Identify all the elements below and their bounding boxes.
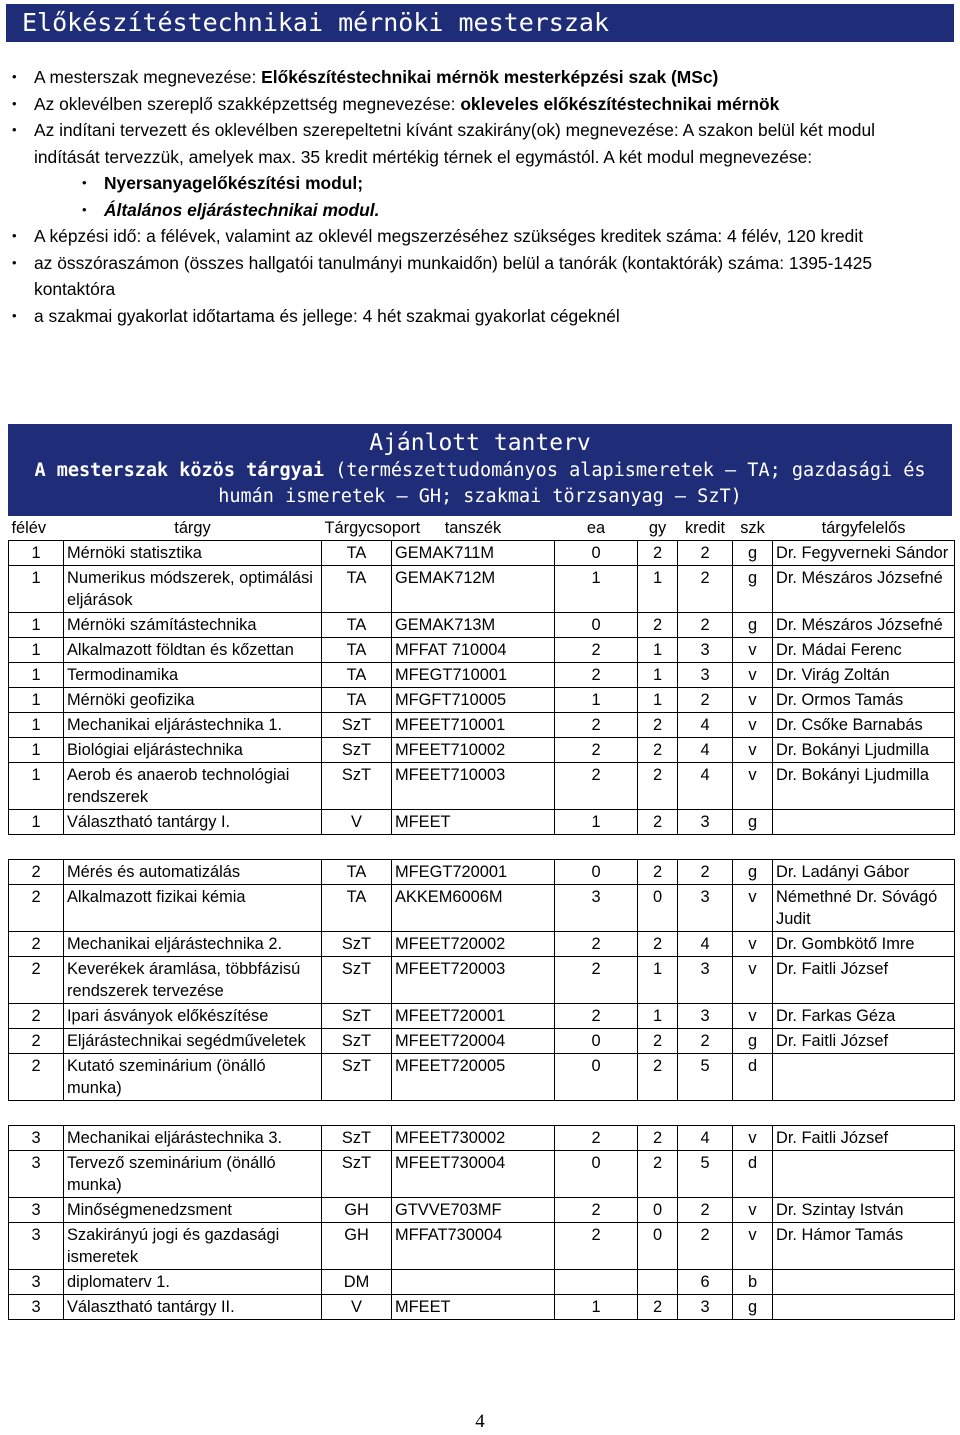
cell-semester: 1 (9, 613, 64, 638)
bullet-text: A képzési idő: a félévek, valamint az oklevél megszerzéséhez szükséges kreditek száma: 4 félév, 120 kredit (34, 226, 864, 246)
header-group: Tárgycsoport (324, 519, 421, 537)
cell-exam-type: d (733, 1151, 773, 1198)
subtitle-bold: A mesterszak közös tárgyai (34, 460, 325, 481)
cell-responsible: Dr. Ormos Tamás (773, 688, 955, 713)
table-row (9, 541, 955, 566)
cell-practice-hours: 1 (638, 688, 678, 713)
cell-semester: 1 (9, 541, 64, 566)
cell-practice-hours: 1 (638, 1004, 678, 1029)
separator-cell (9, 1101, 955, 1126)
cell-semester: 1 (9, 638, 64, 663)
cell-practice-hours: 1 (638, 663, 678, 688)
cell-practice-hours: 2 (638, 713, 678, 738)
subtitle-rest: (természettudományos alapismeretek – TA; gazdasági és humán ismeretek – GH; szakmai törzsanyag – SzT) (218, 460, 926, 507)
cell-semester: 2 (9, 957, 64, 1004)
cell-subject: Mechanikai eljárástechnika 1. (64, 713, 322, 738)
table-row (9, 1126, 955, 1151)
module-list (82, 170, 942, 223)
cell-exam-type: v (733, 638, 773, 663)
cell-group: SzT (322, 1126, 392, 1151)
cell-group: GH (322, 1198, 392, 1223)
cell-lecture-hours: 0 (555, 860, 638, 885)
cell-credits: 2 (678, 1029, 733, 1054)
cell-practice-hours: 2 (638, 1054, 678, 1101)
cell-credits: 3 (678, 1004, 733, 1029)
cell-semester: 1 (9, 810, 64, 835)
cell-department: GTVVE703MF (392, 1198, 555, 1223)
cell-group: SzT (322, 1151, 392, 1198)
cell-practice-hours: 2 (638, 541, 678, 566)
cell-responsible: Dr. Faitli József (773, 1029, 955, 1054)
cell-semester: 2 (9, 1029, 64, 1054)
bullet-label: Az oklevélben szereplő szakképzettség megnevezése: (34, 93, 461, 114)
cell-subject: Biológiai eljárástechnika (64, 738, 322, 763)
curriculum-title: Ajánlott tanterv (369, 430, 591, 456)
cell-responsible (773, 1054, 955, 1101)
table-row (9, 566, 955, 613)
cell-credits: 6 (678, 1270, 733, 1295)
bullet-practice (12, 303, 942, 330)
header-practice-hours: gy (648, 519, 667, 537)
bullet-text: a szakmai gyakorlat időtartama és jellege: 4 hét szakmai gyakorlat cégeknél (34, 305, 620, 326)
separator-row (9, 1101, 955, 1126)
cell-semester: 2 (9, 1004, 64, 1029)
cell-lecture-hours: 2 (555, 738, 638, 763)
cell-department: MFEGT710001 (392, 663, 555, 688)
cell-lecture-hours: 2 (555, 1126, 638, 1151)
cell-subject: Numerikus módszerek, optimálási eljárások (64, 566, 322, 613)
cell-semester: 2 (9, 885, 64, 932)
cell-credits: 5 (678, 1054, 733, 1101)
separator-row (9, 835, 955, 860)
cell-department: AKKEM6006M (392, 885, 555, 932)
cell-responsible: Némethné Dr. Sóvágó Judit (773, 885, 955, 932)
cell-responsible: Dr. Faitli József (773, 1126, 955, 1151)
cell-subject: Aerob és anaerob technológiai rendszerek (64, 763, 322, 810)
cell-credits: 3 (678, 638, 733, 663)
cell-department: MFEET730004 (392, 1151, 555, 1198)
cell-responsible (773, 1151, 955, 1198)
cell-credits: 2 (678, 1198, 733, 1223)
bullet-duration (12, 223, 942, 250)
cell-responsible (773, 1295, 955, 1320)
cell-exam-type: v (733, 1126, 773, 1151)
cell-semester: 3 (9, 1198, 64, 1223)
table-row (9, 932, 955, 957)
degree-name: Előkészítéstechnikai mérnök mesterképzési szak (MSc) (261, 67, 719, 87)
cell-group: SzT (322, 1029, 392, 1054)
cell-department: GEMAK712M (392, 566, 555, 613)
cell-credits: 4 (678, 738, 733, 763)
cell-lecture-hours: 0 (555, 1054, 638, 1101)
cell-lecture-hours: 2 (555, 763, 638, 810)
cell-practice-hours: 2 (638, 1295, 678, 1320)
cell-exam-type: g (733, 1295, 773, 1320)
table-row (9, 1029, 955, 1054)
cell-lecture-hours: 1 (555, 810, 638, 835)
cell-exam-type: v (733, 688, 773, 713)
cell-group: V (322, 1295, 392, 1320)
cell-practice-hours: 2 (638, 763, 678, 810)
cell-exam-type: d (733, 1054, 773, 1101)
cell-subject: Alkalmazott földtan és kőzettan (64, 638, 322, 663)
cell-subject: Mérnöki számítástechnika (64, 613, 322, 638)
cell-practice-hours: 2 (638, 738, 678, 763)
cell-exam-type: g (733, 860, 773, 885)
table-row (9, 1270, 955, 1295)
cell-lecture-hours: 2 (555, 1004, 638, 1029)
cell-credits: 3 (678, 1295, 733, 1320)
cell-responsible: Dr. Farkas Géza (773, 1004, 955, 1029)
table-row (9, 1004, 955, 1029)
cell-credits: 2 (678, 1223, 733, 1270)
cell-practice-hours: 0 (638, 1223, 678, 1270)
cell-lecture-hours: 0 (555, 1029, 638, 1054)
bullet-degree-name (12, 64, 942, 91)
cell-department: MFEET720004 (392, 1029, 555, 1054)
cell-practice-hours (638, 1270, 678, 1295)
cell-group: TA (322, 688, 392, 713)
cell-responsible: Dr. Faitli József (773, 957, 955, 1004)
cell-subject: Alkalmazott fizikai kémia (64, 885, 322, 932)
cell-credits: 3 (678, 810, 733, 835)
cell-subject: Választható tantárgy II. (64, 1295, 322, 1320)
module-item (82, 170, 942, 197)
cell-subject: Keverékek áramlása, többfázisú rendszerek tervezése (64, 957, 322, 1004)
cell-group: SzT (322, 1004, 392, 1029)
cell-semester: 1 (9, 738, 64, 763)
table-row (9, 638, 955, 663)
title-bar (6, 4, 954, 42)
cell-responsible (773, 810, 955, 835)
cell-practice-hours: 2 (638, 932, 678, 957)
cell-exam-type: v (733, 663, 773, 688)
cell-practice-hours: 2 (638, 1151, 678, 1198)
cell-group: GH (322, 1223, 392, 1270)
bullet-text: az összóraszámon (összes hallgatói tanulmányi munkaidőn) belül a tanórák (kontaktórák) száma: 1395-1425 kontaktóra (34, 252, 873, 299)
cell-semester: 1 (9, 763, 64, 810)
cell-credits: 4 (678, 1126, 733, 1151)
cell-group: SzT (322, 713, 392, 738)
table-row (9, 1198, 955, 1223)
cell-group: SzT (322, 932, 392, 957)
header-subject: tárgy (174, 519, 211, 537)
header-department: tanszék (444, 519, 502, 537)
cell-department: MFEET720003 (392, 957, 555, 1004)
cell-responsible: Dr. Mészáros Józsefné (773, 613, 955, 638)
cell-subject: Mechanikai eljárástechnika 3. (64, 1126, 322, 1151)
table-row (9, 1295, 955, 1320)
curriculum-table (8, 516, 955, 1320)
cell-responsible: Dr. Hámor Tamás (773, 1223, 955, 1270)
cell-credits: 2 (678, 688, 733, 713)
cell-group: TA (322, 541, 392, 566)
cell-credits: 2 (678, 613, 733, 638)
header-semester: félév (11, 519, 47, 537)
cell-group: DM (322, 1270, 392, 1295)
cell-semester: 2 (9, 860, 64, 885)
cell-lecture-hours: 2 (555, 1198, 638, 1223)
cell-lecture-hours: 0 (555, 613, 638, 638)
cell-responsible: Dr. Bokányi Ljudmilla (773, 738, 955, 763)
bullet-contact-hours (12, 250, 942, 303)
cell-practice-hours: 0 (638, 1198, 678, 1223)
cell-practice-hours: 0 (638, 885, 678, 932)
cell-lecture-hours: 2 (555, 663, 638, 688)
page-title: Előkészítéstechnikai mérnöki mesterszak (22, 8, 609, 37)
cell-semester: 2 (9, 1054, 64, 1101)
cell-department: MFEET720002 (392, 932, 555, 957)
cell-semester: 3 (9, 1126, 64, 1151)
cell-semester: 1 (9, 566, 64, 613)
table-row (9, 713, 955, 738)
cell-credits: 3 (678, 663, 733, 688)
cell-practice-hours: 1 (638, 566, 678, 613)
cell-group: V (322, 810, 392, 835)
cell-credits: 3 (678, 957, 733, 1004)
cell-subject: Tervező szeminárium (önálló munka) (64, 1151, 322, 1198)
cell-subject: Eljárástechnikai segédműveletek (64, 1029, 322, 1054)
cell-credits: 2 (678, 566, 733, 613)
cell-department: MFEGT720001 (392, 860, 555, 885)
cell-exam-type: g (733, 1029, 773, 1054)
bullet-label: A mesterszak megnevezése: (34, 67, 262, 87)
cell-exam-type: v (733, 885, 773, 932)
cell-department: MFEET (392, 810, 555, 835)
cell-semester: 3 (9, 1270, 64, 1295)
cell-subject: Szakirányú jogi és gazdasági ismeretek (64, 1223, 322, 1270)
cell-group: TA (322, 638, 392, 663)
cell-exam-type: v (733, 763, 773, 810)
cell-group: SzT (322, 763, 392, 810)
cell-exam-type: v (733, 957, 773, 1004)
cell-group: TA (322, 860, 392, 885)
cell-lecture-hours: 1 (555, 566, 638, 613)
table-row (9, 613, 955, 638)
cell-responsible: Dr. Ladányi Gábor (773, 860, 955, 885)
header-credits: kredit (684, 519, 726, 537)
qualification-name: okleveles előkészítéstechnikai mérnök (460, 93, 780, 114)
cell-subject: Mérnöki statisztika (64, 541, 322, 566)
cell-semester: 2 (9, 932, 64, 957)
cell-subject: Ipari ásványok előkészítése (64, 1004, 322, 1029)
cell-lecture-hours: 2 (555, 1223, 638, 1270)
cell-responsible: Dr. Szintay István (773, 1198, 955, 1223)
cell-lecture-hours: 2 (555, 713, 638, 738)
page-number: 4 (475, 1411, 485, 1432)
cell-subject: Mérés és automatizálás (64, 860, 322, 885)
cell-semester: 3 (9, 1223, 64, 1270)
cell-lecture-hours: 0 (555, 541, 638, 566)
cell-semester: 3 (9, 1151, 64, 1198)
cell-credits: 3 (678, 885, 733, 932)
cell-responsible: Dr. Fegyverneki Sándor (773, 541, 955, 566)
cell-group: TA (322, 885, 392, 932)
cell-lecture-hours: 3 (555, 885, 638, 932)
cell-group: SzT (322, 957, 392, 1004)
cell-practice-hours: 2 (638, 860, 678, 885)
cell-group: SzT (322, 1054, 392, 1101)
header-responsible: tárgyfelelős (821, 519, 906, 537)
cell-responsible: Dr. Csőke Barnabás (773, 713, 955, 738)
cell-exam-type: v (733, 1004, 773, 1029)
cell-responsible: Dr. Bokányi Ljudmilla (773, 763, 955, 810)
cell-exam-type: v (733, 713, 773, 738)
cell-department: MFEET710001 (392, 713, 555, 738)
cell-credits: 4 (678, 932, 733, 957)
cell-subject: Termodinamika (64, 663, 322, 688)
table-row (9, 1223, 955, 1270)
cell-group: TA (322, 613, 392, 638)
module-name: Nyersanyagelőkészítési modul; (104, 173, 364, 193)
cell-semester: 1 (9, 713, 64, 738)
cell-exam-type: b (733, 1270, 773, 1295)
cell-lecture-hours: 2 (555, 638, 638, 663)
cell-department (392, 1270, 555, 1295)
cell-semester: 1 (9, 688, 64, 713)
cell-lecture-hours: 0 (555, 1151, 638, 1198)
cell-practice-hours: 2 (638, 1029, 678, 1054)
cell-responsible: Dr. Virág Zoltán (773, 663, 955, 688)
table-header-row (9, 516, 955, 541)
bullet-qualification (12, 91, 942, 118)
cell-exam-type: g (733, 541, 773, 566)
cell-practice-hours: 1 (638, 957, 678, 1004)
table-row (9, 763, 955, 810)
cell-practice-hours: 2 (638, 613, 678, 638)
cell-lecture-hours (555, 1270, 638, 1295)
cell-subject: diplomaterv 1. (64, 1270, 322, 1295)
bullet-specializations (12, 117, 942, 223)
cell-exam-type: g (733, 613, 773, 638)
cell-department: GEMAK711M (392, 541, 555, 566)
cell-practice-hours: 1 (638, 638, 678, 663)
table-row (9, 860, 955, 885)
module-name: Általános eljárástechnikai modul. (104, 199, 380, 220)
table-row (9, 810, 955, 835)
cell-department: MFEET720005 (392, 1054, 555, 1101)
cell-department: MFEET730002 (392, 1126, 555, 1151)
cell-responsible: Dr. Mádai Ferenc (773, 638, 955, 663)
cell-credits: 4 (678, 763, 733, 810)
cell-subject: Választható tantárgy I. (64, 810, 322, 835)
table-row (9, 1151, 955, 1198)
bullet-text: Az indítani tervezett és oklevélben szerepeltetni kívánt szakirány(ok) megnevezése: A szakon belül két modul indítását tervezzük, amelyek max. 35 kredit mértékig térnek el egymástól. A két modul megnevezése: (34, 120, 875, 167)
module-item (82, 197, 942, 224)
cell-lecture-hours: 1 (555, 1295, 638, 1320)
table-row (9, 688, 955, 713)
cell-subject: Kutató szeminárium (önálló munka) (64, 1054, 322, 1101)
cell-department: GEMAK713M (392, 613, 555, 638)
cell-department: MFEET720001 (392, 1004, 555, 1029)
cell-group: TA (322, 566, 392, 613)
cell-exam-type: v (733, 932, 773, 957)
cell-exam-type: v (733, 1198, 773, 1223)
curriculum-header (8, 424, 952, 516)
cell-group: SzT (322, 738, 392, 763)
table-row (9, 663, 955, 688)
cell-responsible (773, 1270, 955, 1295)
header-lecture-hours: ea (586, 519, 606, 537)
header-exam-type: szk (740, 519, 765, 537)
cell-department: MFFAT 710004 (392, 638, 555, 663)
table-row (9, 957, 955, 1004)
cell-credits: 2 (678, 860, 733, 885)
cell-credits: 2 (678, 541, 733, 566)
separator-cell (9, 835, 955, 860)
intro-list (12, 64, 942, 329)
table-row (9, 738, 955, 763)
cell-subject: Mérnöki geofizika (64, 688, 322, 713)
cell-responsible: Dr. Mészáros Józsefné (773, 566, 955, 613)
cell-exam-type: v (733, 738, 773, 763)
cell-department: MFEET710003 (392, 763, 555, 810)
cell-lecture-hours: 2 (555, 932, 638, 957)
cell-department: MFFAT730004 (392, 1223, 555, 1270)
cell-department: MFEET (392, 1295, 555, 1320)
cell-practice-hours: 2 (638, 1126, 678, 1151)
cell-exam-type: v (733, 1223, 773, 1270)
cell-credits: 5 (678, 1151, 733, 1198)
intro-section (12, 64, 942, 329)
cell-lecture-hours: 1 (555, 688, 638, 713)
curriculum-subtitle (18, 458, 942, 510)
cell-semester: 3 (9, 1295, 64, 1320)
cell-group: TA (322, 663, 392, 688)
table-row (9, 1054, 955, 1101)
cell-department: MFGFT710005 (392, 688, 555, 713)
cell-exam-type: g (733, 810, 773, 835)
cell-subject: Minőségmenedzsment (64, 1198, 322, 1223)
cell-exam-type: g (733, 566, 773, 613)
cell-responsible: Dr. Gombkötő Imre (773, 932, 955, 957)
cell-subject: Mechanikai eljárástechnika 2. (64, 932, 322, 957)
table-row (9, 885, 955, 932)
cell-department: MFEET710002 (392, 738, 555, 763)
cell-semester: 1 (9, 663, 64, 688)
cell-practice-hours: 2 (638, 810, 678, 835)
cell-lecture-hours: 2 (555, 957, 638, 1004)
cell-credits: 4 (678, 713, 733, 738)
